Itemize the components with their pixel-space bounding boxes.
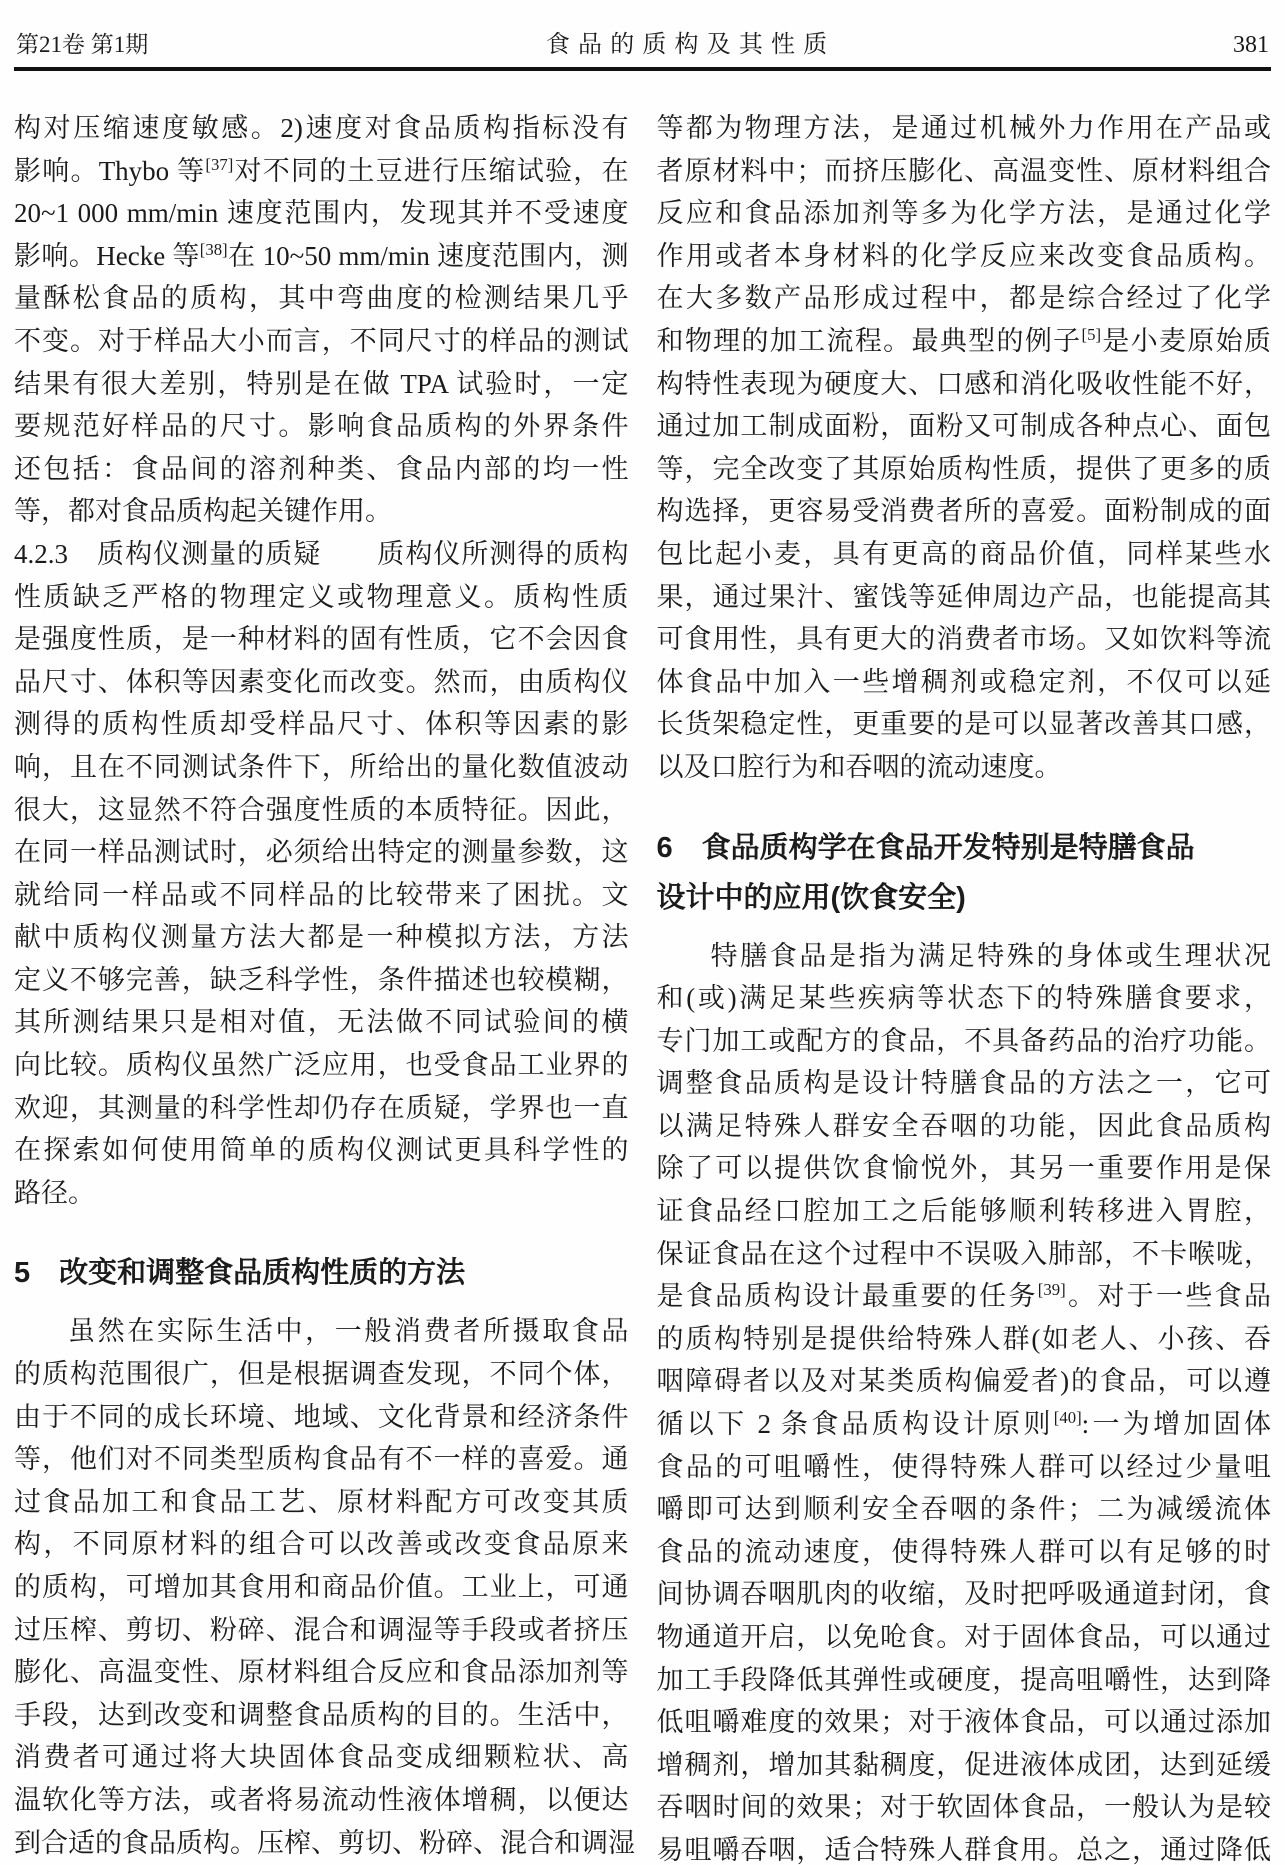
left-column bbox=[14, 107, 635, 1865]
text-line: 量酥松食品的质构，其中弯曲度的检测结果几乎 bbox=[14, 283, 629, 314]
text-line: 低咀嚼难度的效果；对于液体食品，可以通过添加 bbox=[656, 1707, 1271, 1738]
running-title: 食品的质构及其性质 bbox=[545, 32, 836, 58]
text-line: 构，不同原材料的组合可以改善或改变食品原来 bbox=[14, 1529, 629, 1560]
text-line: 反应和食品添加剂等多为化学方法，是通过化学 bbox=[656, 198, 1271, 229]
text-line: 等都为物理方法，是通过机械外力作用在产品或 bbox=[656, 113, 1271, 143]
text-line: 影响。Thybo 等[37]对不同的土豆进行压缩试验，在 bbox=[14, 154, 629, 186]
text-line: 作用或者本身材料的化学反应来改变食品质构。 bbox=[656, 240, 1271, 271]
paragraph bbox=[657, 107, 1272, 789]
text-line: 等，都对食品质构起关键作用。 bbox=[14, 496, 392, 527]
text-line: 构特性表现为硬度大、口感和消化吸收性能不好， bbox=[656, 368, 1271, 399]
text-line: 在大多数产品形成过程中，都是综合经过了化学 bbox=[656, 283, 1271, 314]
text-line: 向比较。质构仪虽然广泛应用，也受食品工业界的 bbox=[14, 1050, 629, 1081]
text-line: 以及口腔行为和吞咽的流动速度。 bbox=[656, 751, 1062, 782]
text-line: 循以下 2 条食品质构设计原则[40]:一为增加固体 bbox=[656, 1408, 1271, 1440]
text-line: 保证食品在这个过程中不误吸入肺部，不卡喉咙， bbox=[656, 1238, 1271, 1269]
citation-ref: [38] bbox=[199, 239, 228, 259]
text-line: 专门加工或配方的食品，不具备药品的治疗功能。 bbox=[656, 1025, 1271, 1056]
text-line: 其所测结果只是相对值，无法做不同试验间的横 bbox=[14, 1007, 629, 1038]
page-number: 381 bbox=[1233, 32, 1269, 58]
text-line: 膨化、高温变性、原材料组合反应和食品添加剂等 bbox=[14, 1657, 629, 1688]
citation-ref: [39] bbox=[1037, 1280, 1066, 1300]
section-heading-line: 设计中的应用(饮食安全) bbox=[656, 881, 966, 914]
paragraph bbox=[14, 1310, 635, 1864]
text-line: 影响。Hecke 等[38]在 10~50 mm/min 速度范围内，测 bbox=[14, 239, 629, 271]
text-line: 就给同一样品或不同样品的比较带来了困扰。文 bbox=[14, 879, 629, 910]
citation-ref: [37] bbox=[205, 154, 234, 174]
text-line: 和物理的加工流程。最典型的例子[5]是小麦原始质 bbox=[656, 324, 1272, 356]
text-line: 特膳食品是指为满足特殊的身体或生理状况 bbox=[710, 940, 1271, 971]
text-line: 响，且在不同测试条件下，所给出的量化数值波动 bbox=[14, 751, 629, 782]
text-line: 果，通过果汁、蜜饯等延伸周边产品，也能提高其 bbox=[656, 581, 1271, 612]
text-line: 欢迎，其测量的科学性却仍存在质疑，学界也一直 bbox=[14, 1092, 629, 1123]
text-line: 等，他们对不同类型质构食品有不一样的喜爱。通 bbox=[14, 1444, 629, 1475]
text-line: 是食品质构设计最重要的任务[39]。对于一些食品 bbox=[656, 1280, 1272, 1312]
text-line: 不变。对于样品大小而言，不同尺寸的样品的测试 bbox=[14, 325, 629, 356]
text-line: 食品的可咀嚼性，使得特殊人群可以经过少量咀 bbox=[656, 1451, 1271, 1482]
text-line: 和(或)满足某些疾病等状态下的特殊膳食要求， bbox=[656, 983, 1271, 1014]
text-line: 在同一样品测试时，必须给出特定的测量参数，这 bbox=[14, 837, 629, 868]
text-line: 可食用性，具有更大的消费者市场。又如饮料等流 bbox=[656, 624, 1271, 655]
text-line: 体食品中加入一些增稠剂或稳定剂，不仅可以延 bbox=[656, 666, 1271, 697]
text-line: 证食品经口腔加工之后能够顺利转移进入胃腔， bbox=[656, 1196, 1271, 1227]
text-line: 以满足特殊人群安全吞咽的功能，因此食品质构 bbox=[656, 1110, 1271, 1141]
text-line: 的质构，可增加其食用和商品价值。工业上，可通 bbox=[14, 1572, 629, 1602]
section-heading bbox=[14, 1248, 629, 1298]
text-line: 到合适的食品质构。压榨、剪切、粉碎、混合和调湿 bbox=[14, 1827, 635, 1858]
header-rule bbox=[14, 67, 1271, 71]
text-line: 食品的流动速度，使得特殊人群可以有足够的时 bbox=[656, 1536, 1271, 1567]
text-line: 者原材料中；而挤压膨化、高温变性、原材料组合 bbox=[656, 155, 1271, 186]
text-line: 间协调吞咽肌肉的收缩，及时把呼吸通道封闭，食 bbox=[656, 1579, 1271, 1610]
running-header bbox=[0, 0, 1285, 59]
text-line: 物通道开启，以免呛食。对于固体食品，可以通过 bbox=[656, 1622, 1271, 1652]
text-line: 定义不够完善，缺乏科学性，条件描述也较模糊， bbox=[14, 964, 629, 995]
text-line: 的质构范围很广，但是根据调查发现，不同个体， bbox=[14, 1359, 629, 1390]
text-line: 虽然在实际生活中，一般消费者所摄取食品 bbox=[68, 1316, 629, 1347]
text-line: 构对压缩速度敏感。2)速度对食品质构指标没有 bbox=[14, 113, 629, 143]
text-line: 构选择，更容易受消费者所的喜爱。面粉制成的面 bbox=[656, 496, 1271, 527]
text-line: 4.2.3 质构仪测量的质疑 质构仪所测得的质构 bbox=[14, 538, 629, 569]
section-heading bbox=[657, 823, 1272, 923]
text-line: 还包括：食品间的溶剂种类、食品内部的均一性 bbox=[14, 453, 629, 484]
text-line: 温软化等方法，或者将易流动性液体增稠，以便达 bbox=[14, 1784, 629, 1815]
text-line: 要规范好样品的尺寸。影响食品质构的外界条件 bbox=[14, 411, 629, 442]
text-line: 在探索如何使用简单的质构仪测试更具科学性的 bbox=[14, 1135, 629, 1166]
text-line: 加工手段降低其弹性或硬度，提高咀嚼性，达到降 bbox=[656, 1664, 1271, 1695]
text-line: 测得的质构性质却受样品尺寸、体积等因素的影 bbox=[14, 709, 629, 740]
text-line: 性质缺乏严格的物理定义或物理意义。质构性质 bbox=[14, 581, 629, 612]
text-line: 献中质构仪测量方法大都是一种模拟方法，方法 bbox=[14, 922, 629, 953]
paragraph bbox=[14, 107, 629, 533]
text-line: 手段，达到改变和调整食品质构的目的。生活中， bbox=[14, 1699, 629, 1730]
paragraph bbox=[14, 533, 629, 1215]
right-column bbox=[657, 107, 1272, 1865]
two-column-body bbox=[0, 107, 1285, 1865]
text-line: 调整食品质构是设计特膳食品的方法之一，它可 bbox=[656, 1068, 1271, 1099]
text-line: 路径。 bbox=[14, 1177, 95, 1208]
text-line: 通过加工制成面粉，面粉又可制成各种点心、面包 bbox=[656, 411, 1271, 442]
section-heading-line: 6 食品质构学在食品开发特别是特膳食品 bbox=[656, 831, 1195, 864]
text-line: 是强度性质，是一种材料的固有性质，它不会因食 bbox=[14, 624, 629, 655]
text-line: 易咀嚼吞咽，适合特殊人群食用。总之，通过降低 bbox=[656, 1834, 1271, 1865]
text-line: 很大，这显然不符合强度性质的本质特征。因此， bbox=[14, 794, 629, 825]
text-line: 消费者可通过将大块固体食品变成细颗粒状、高 bbox=[14, 1742, 629, 1773]
text-line: 的质构特别是提供给特殊人群(如老人、小孩、吞 bbox=[656, 1323, 1271, 1354]
text-line: 由于不同的成长环境、地域、文化背景和经济条件 bbox=[14, 1401, 629, 1432]
section-heading-line: 5 改变和调整食品质构性质的方法 bbox=[14, 1257, 466, 1290]
text-line: 长货架稳定性，更重要的是可以显著改善其口感， bbox=[656, 709, 1271, 740]
text-line: 结果有很大差别，特别是在做 TPA 试验时，一定 bbox=[14, 368, 629, 399]
text-line: 等，完全改变了其原始质构性质，提供了更多的质 bbox=[656, 453, 1271, 484]
text-line: 吞咽时间的效果；对于软固体食品，一般认为是较 bbox=[656, 1792, 1271, 1823]
text-line: 20~1 000 mm/min 速度范围内，发现其并不受速度 bbox=[14, 198, 629, 229]
text-line: 品尺寸、体积等因素变化而改变。然而，由质构仪 bbox=[14, 666, 629, 697]
text-line: 增稠剂，增加其黏稠度，促进液体成团，达到延缓 bbox=[656, 1749, 1271, 1780]
text-line: 嚼即可达到顺利安全吞咽的条件；二为减缓流体 bbox=[656, 1494, 1271, 1525]
citation-ref: [5] bbox=[1081, 324, 1102, 344]
text-line: 过压榨、剪切、粉碎、混合和调湿等手段或者挤压 bbox=[14, 1614, 629, 1645]
paragraph bbox=[657, 935, 1272, 1865]
text-line: 包比起小麦，具有更高的商品价值，同样某些水 bbox=[656, 538, 1271, 569]
text-line: 咽障碍者以及对某类质构偏爱者)的食品，可以遵 bbox=[656, 1366, 1271, 1397]
citation-ref: [40] bbox=[1053, 1408, 1082, 1428]
text-line: 除了可以提供饮食愉悦外，其另一重要作用是保 bbox=[656, 1153, 1271, 1184]
journal-issue: 第21卷 第1期 bbox=[16, 32, 149, 57]
text-line: 过食品加工和食品工艺、原材料配方可改变其质 bbox=[14, 1486, 629, 1517]
